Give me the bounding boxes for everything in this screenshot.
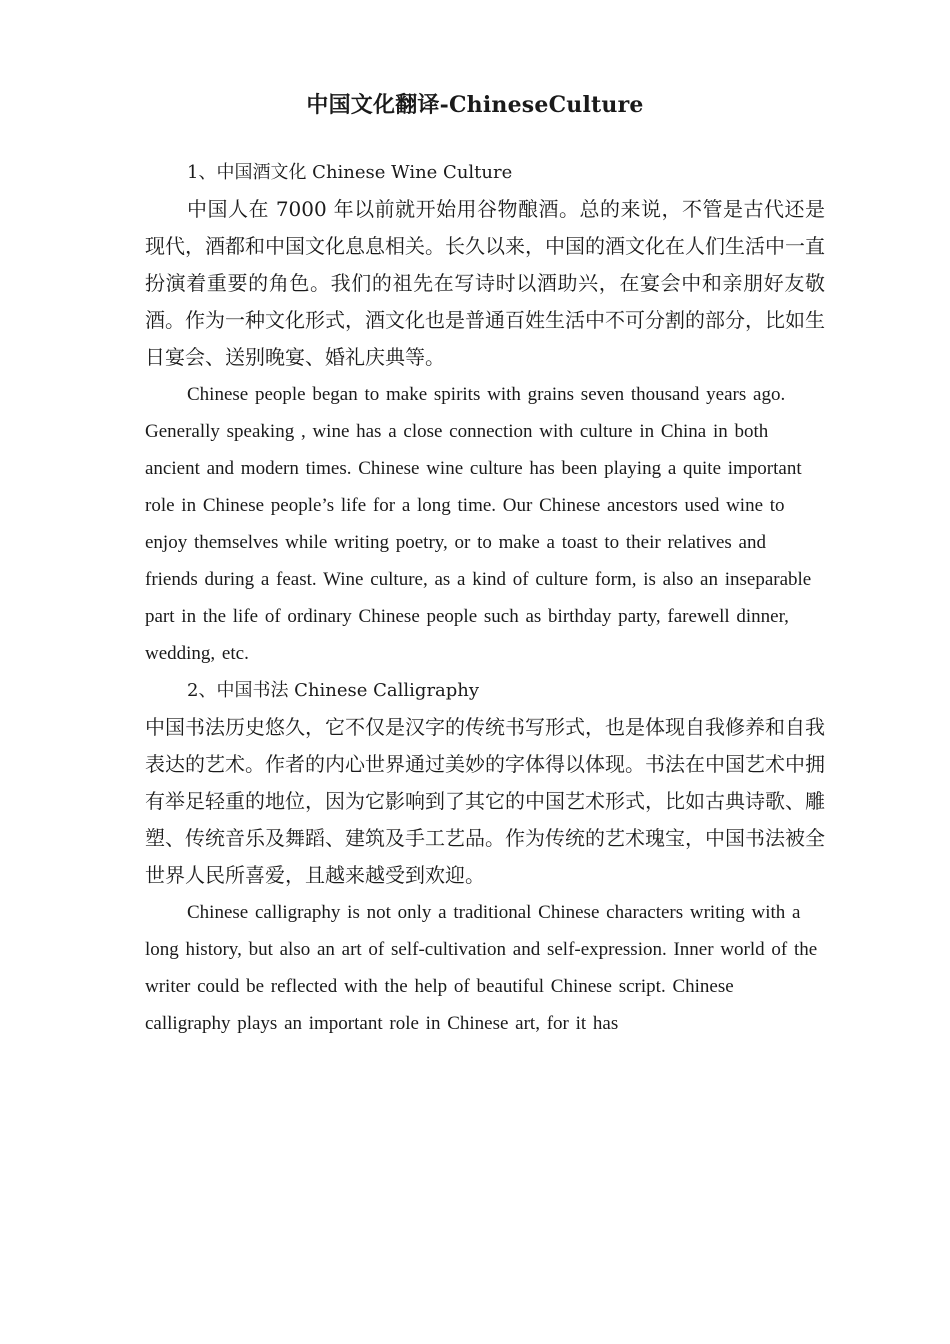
section-heading-wine: 1、中国酒文化 Chinese Wine Culture: [187, 162, 513, 183]
paragraph-chinese-wine: 中国人在 7000 年以前就开始用谷物酿酒。总的来说，不管是古代还是现代，酒都和中国文化息息相关。长久以来，中国的酒文化在人们生活中一直扮演着重要的角色。我们的祖先在写诗时以酒助兴，在宴会中和亲朋好友敬酒。作为一种文化形式，酒文化也是普通百姓生活中不可分割的部分，比如生日宴会、送别晚宴、婚礼庆典等。: [145, 197, 825, 369]
paragraph-english-wine: Chinese people began to make spirits with grains seven thousand years ago. Generally speaking , wine has a close connection with culture in China in both ancient and modern times. Chinese wine culture has been playing a quite important role in Chinese people’s life for a long time. Our Chinese ancestors used wine to enjoy themselves while writing poetry, or to make a toast to their relatives and friends during a feast. Wine culture, as a kind of culture form, is also an inseparable part in the life of ordinary Chinese people such as birthday party, farewell dinner, wedding, etc.: [145, 384, 812, 664]
paragraph-english-calligraphy: Chinese calligraphy is not only a traditional Chinese characters writing with a long history, but also an art of self-cultivation and self-expression. Inner world of the writer could be reflected with the help of beautiful Chinese script. Chinese calligraphy plays an important role in Chinese art, for it has: [145, 902, 818, 1034]
document-body: [145, 154, 825, 1042]
section-calligraphy: [145, 672, 825, 1042]
section-wine-culture: [145, 154, 825, 672]
section-heading-calligraphy: 2、中国书法 Chinese Calligraphy: [187, 680, 480, 701]
paragraph-chinese-calligraphy: 中国书法历史悠久，它不仅是汉字的传统书写形式，也是体现自我修养和自我表达的艺术。作者的内心世界通过美妙的字体得以体现。书法在中国艺术中拥有举足轻重的地位，因为它影响到了其它的中国艺术形式，比如古典诗歌、雕塑、传统音乐及舞蹈、建筑及手工艺品。作为传统的艺术瑰宝，中国书法被全世界人民所喜爱，且越来越受到欢迎。: [145, 715, 825, 887]
document-title: 中国文化翻译-ChineseCulture: [306, 92, 644, 118]
